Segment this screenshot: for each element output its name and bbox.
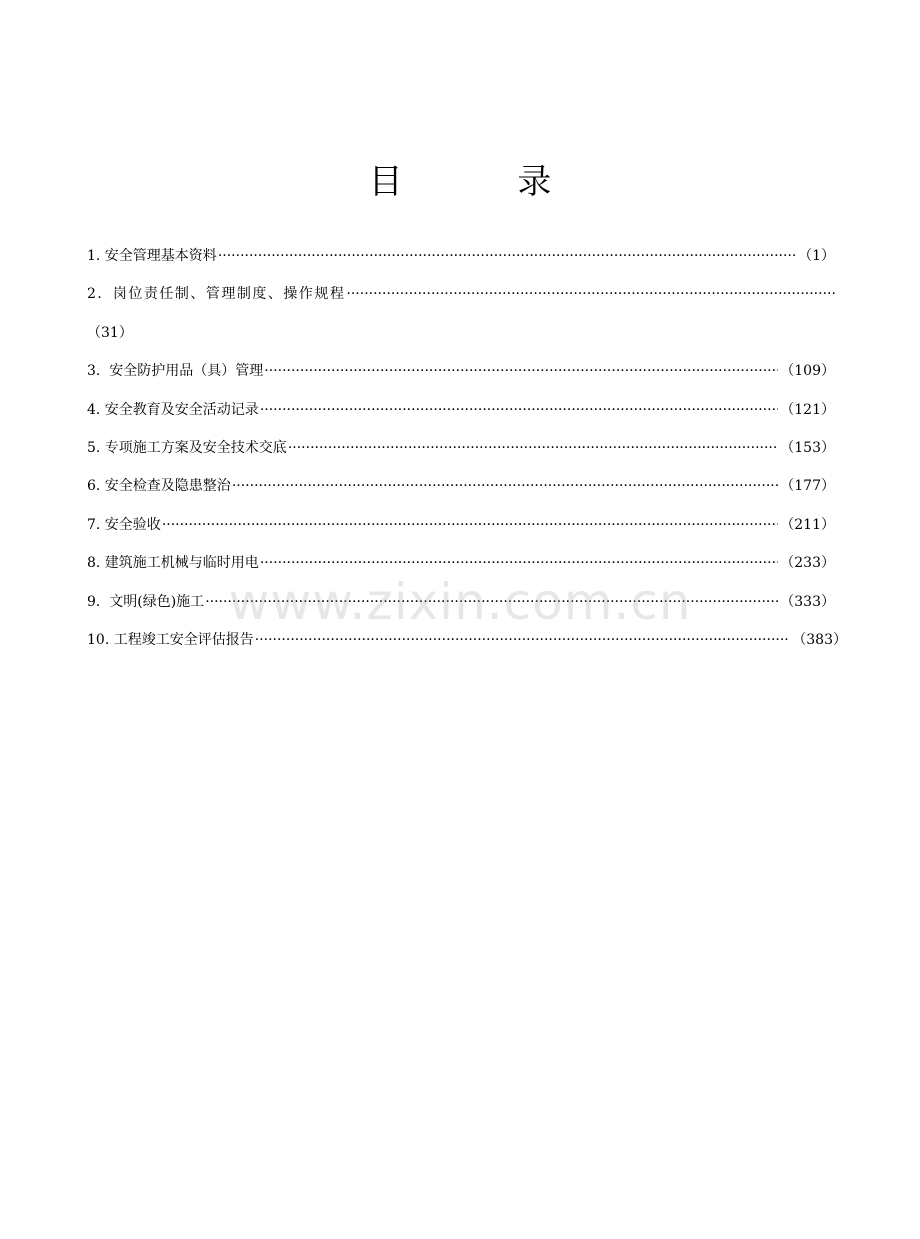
toc-entry-label: 2．岗位责任制、管理制度、操作规程 [87,286,346,303]
toc-entry-2-page-continuation [87,321,835,359]
toc-entry-4[interactable] [87,398,835,436]
toc-entry-10[interactable] [87,628,847,666]
toc-entry-label: 1. 安全管理基本资料 [87,248,217,264]
toc-entry-label: 8. 建筑施工机械与临时用电 [87,555,259,572]
toc-dot-leader [264,359,778,383]
table-of-contents [87,244,847,666]
toc-entry-page-number: （177） [780,478,835,495]
toc-entry-page-number: （211） [780,516,835,533]
toc-entry-page-number: （1） [798,248,835,264]
watermark-text: www.zixin.com.cn [228,573,692,631]
toc-entry-8[interactable] [87,551,835,589]
toc-entry-label: 9. 文明(绿色)施工 [87,593,205,610]
toc-entry-5[interactable] [87,436,835,474]
toc-entry-page-number: （233） [780,555,835,572]
toc-dot-leader [205,590,778,614]
toc-dot-leader [162,513,778,537]
toc-entry-label: 10. 工程竣工安全评估报告 [87,631,254,648]
toc-entry-page-number: （109） [780,363,835,380]
toc-entry-label: 3. 安全防护用品（具）管理 [87,363,264,380]
toc-entry-page-number: （153） [780,439,835,456]
toc-entry-2[interactable] [87,282,835,320]
toc-dot-leader [255,628,791,652]
toc-entry-page-number: （333） [780,593,835,610]
toc-entry-3[interactable] [87,359,835,397]
toc-dot-leader [232,474,778,498]
toc-entry-label: 4. 安全教育及安全活动记录 [87,401,259,418]
toc-entry-6[interactable] [87,474,835,512]
toc-dot-leader [288,436,778,460]
toc-dot-leader [260,398,778,422]
toc-entry-page-number: （121） [780,401,835,418]
toc-entry-page-number: （383） [792,631,847,648]
toc-entry-7[interactable] [87,513,835,551]
toc-entry-label: 6. 安全检查及隐患整治 [87,478,231,495]
toc-dot-leader [260,551,778,575]
toc-dot-leader [218,244,796,268]
toc-entry-9[interactable] [87,590,835,628]
toc-entry-1[interactable] [87,244,835,282]
page-title: 目 录 [368,162,604,202]
toc-entry-label: 5. 专项施工方案及安全技术交底 [87,439,287,456]
toc-entry-page-number: （31） [87,324,133,341]
toc-dot-leader [346,282,835,306]
toc-entry-label: 7. 安全验收 [87,516,161,533]
